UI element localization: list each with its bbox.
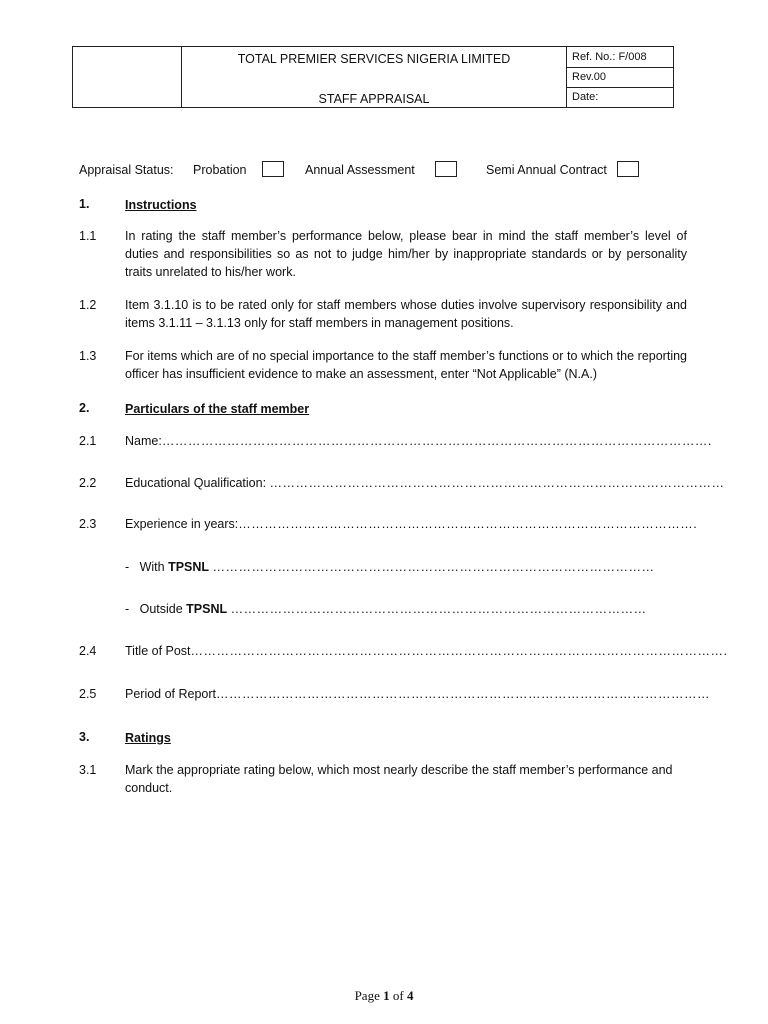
ref-number: Ref. No.: F/008 <box>567 47 673 68</box>
section-number: 2. <box>79 401 90 415</box>
section-title-ratings: Ratings <box>125 731 171 745</box>
experience-outside-field[interactable] <box>125 602 647 616</box>
dash: - <box>125 560 130 574</box>
field-label: Outside <box>139 602 187 616</box>
item-number: 1.1 <box>79 229 97 243</box>
experience-field[interactable] <box>125 517 698 531</box>
logo-cell <box>73 47 182 107</box>
field-label: Name: <box>125 434 162 448</box>
item-number: 2.3 <box>79 517 97 531</box>
field-label: Title of Post <box>125 644 191 658</box>
page-word: Page <box>354 988 384 1003</box>
fill-dots: ………………………………………………………………………………………………………………. <box>161 434 712 448</box>
section-number: 3. <box>79 730 90 744</box>
dash: - <box>125 602 130 616</box>
item-number: 2.4 <box>79 644 97 658</box>
total-pages-number: 4 <box>406 988 414 1003</box>
item-number: 1.2 <box>79 298 97 312</box>
experience-with-field[interactable] <box>125 560 655 574</box>
date-field[interactable]: Date: <box>572 91 599 103</box>
fill-dots: …………………………………………………………………………………… <box>230 602 647 616</box>
education-field[interactable] <box>125 476 725 490</box>
fill-dots: …………………………………………………………………………………………… <box>269 476 725 490</box>
form-title: STAFF APPRAISAL <box>318 92 430 106</box>
of-word: of <box>389 988 407 1003</box>
page-footer <box>0 988 768 1004</box>
appraisal-status-row <box>79 160 679 180</box>
revision: Rev.00 <box>567 67 673 88</box>
instruction-text: Item 3.1.10 is to be rated only for staff members whose duties involve supervisory responsibility and items 3.1.11 – 3.1.13 only for staff members in management positions. <box>125 298 687 330</box>
probation-checkbox[interactable] <box>262 161 284 177</box>
section-title-instructions: Instructions <box>125 198 197 212</box>
option-semi-annual-label: Semi Annual Contract <box>486 163 607 177</box>
instruction-text: In rating the staff member’s performance below, please bear in mind the staff member’s level of duties and responsibilities so as not to judge him/her by inappropriate standards or by personality traits unrelated to his/her work. <box>125 229 687 279</box>
appraisal-status-label: Appraisal Status: <box>79 163 174 177</box>
item-number: 1.3 <box>79 349 97 363</box>
semi-annual-checkbox[interactable] <box>617 161 639 177</box>
option-probation-label: Probation <box>193 163 247 177</box>
period-of-report-field[interactable] <box>125 687 711 701</box>
item-number: 2.5 <box>79 687 97 701</box>
field-label: Experience in years: <box>125 517 239 531</box>
company-abbrev: TPSNL <box>186 602 228 616</box>
fill-dots: ……………………………………………………………………………………………………………. <box>190 644 728 658</box>
instruction-text: For items which are of no special importance to the staff member’s functions or to which the reporting officer has insufficient evidence to make an assessment, enter “Not Applicable” (N.A.) <box>125 349 687 381</box>
item-number: 3.1 <box>79 763 97 777</box>
meta-cell <box>567 47 673 107</box>
current-page-number: 1 <box>383 988 390 1003</box>
section-title-particulars: Particulars of the staff member <box>125 402 310 416</box>
item-number: 2.1 <box>79 434 97 448</box>
option-annual-label: Annual Assessment <box>305 163 415 177</box>
fill-dots: …………………………………………………………………………………………………… <box>216 687 711 701</box>
title-cell <box>182 47 567 107</box>
fill-dots: ……………………………………………………………………………………………. <box>238 517 698 531</box>
ratings-instruction-text: Mark the appropriate rating below, which most nearly describe the staff member’s performance and conduct. <box>125 763 673 795</box>
title-of-post-field[interactable] <box>125 644 728 658</box>
field-label: With <box>139 560 169 574</box>
fill-dots: ………………………………………………………………………………………… <box>212 560 655 574</box>
item-number: 2.2 <box>79 476 97 490</box>
company-abbrev: TPSNL <box>168 560 210 574</box>
company-name: TOTAL PREMIER SERVICES NIGERIA LIMITED <box>237 52 511 66</box>
header-table <box>72 46 674 108</box>
field-label: Educational Qualification: <box>125 476 270 490</box>
annual-assessment-checkbox[interactable] <box>435 161 457 177</box>
name-field[interactable] <box>125 434 712 448</box>
section-number: 1. <box>79 197 90 211</box>
field-label: Period of Report <box>125 687 217 701</box>
